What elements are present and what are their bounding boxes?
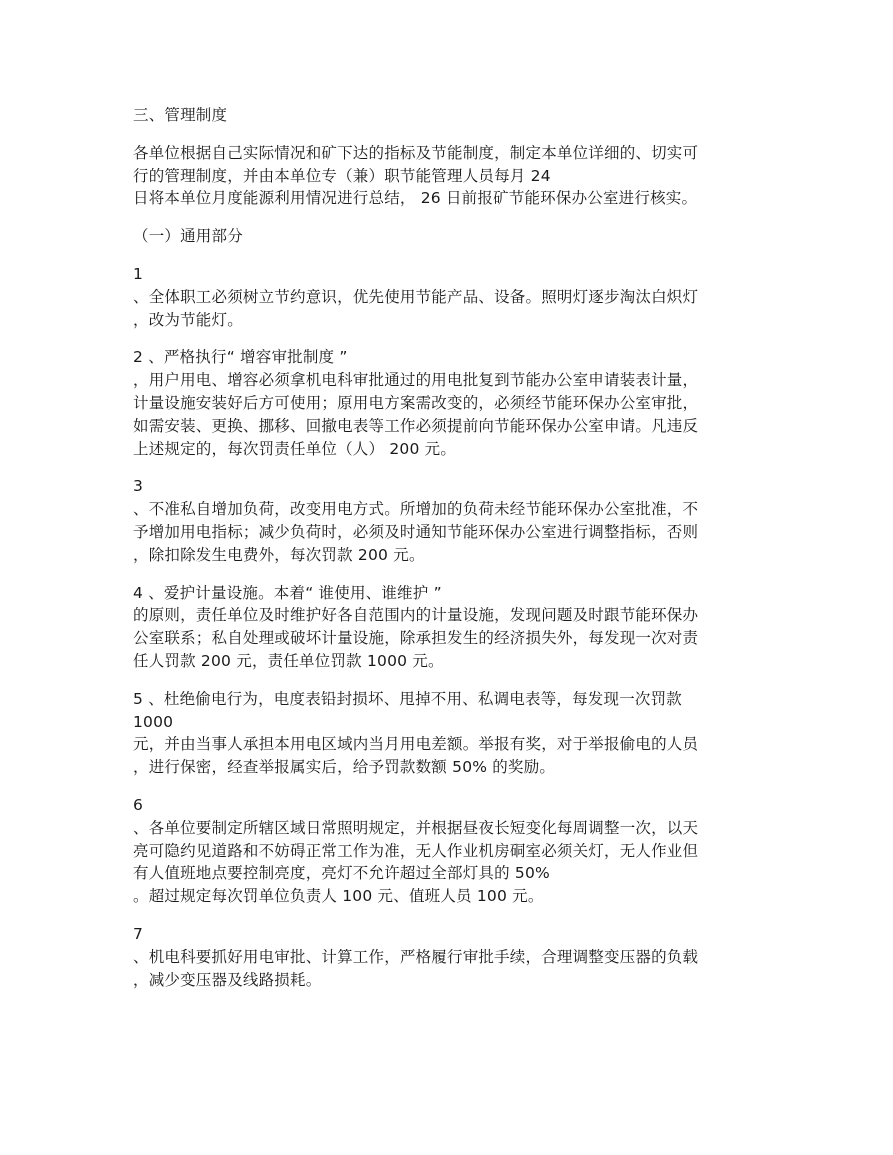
intro-line: 日将本单位月度能源利用情况进行总结， 26 日前报矿节能环保办公室进行核实。 [133,189,698,208]
rule-line: 公室联系；私自处理或破坏计量设施，除承担发生的经济损失外，每发现一次对责 [133,629,699,648]
rule-line: 任人罚款 200 元，责任单位罚款 1000 元。 [133,651,444,670]
rule-line: ，减少变压器及线路损耗。 [133,970,322,989]
rule-line: ，进行保密，经查举报属实后，给予罚款数额 50% 的奖励。 [133,758,556,777]
section-heading: 三、管理制度 [133,106,228,124]
rule-line: 、各单位要制定所辖区域日常照明规定，并根据昼夜长短变化每周调整一次，以天 [133,818,699,837]
rule-item-4 [133,582,773,673]
rule-item-6 [133,794,773,908]
rule-item-7 [133,923,773,991]
rule-line: ，改为节能灯。 [133,310,243,329]
rule-line: 2 、严格执行“ 增容审批制度 ” [133,348,348,367]
rule-line: 7 [133,924,144,943]
rule-line: 计量设施安装好后方可使用；原用电方案需改变的，必须经节能环保办公室审批， [133,393,699,412]
rule-line: 、机电科要抓好用电审批、计算工作，严格履行审批手续，合理调整变压器的负载 [133,947,699,966]
subheading-block [133,225,773,248]
document-body [133,104,773,1006]
rule-line: 、全体职工必须树立节约意识，优先使用节能产品、设备。照明灯逐步淘汰白炽灯 [133,287,699,306]
rule-line: 的原则，责任单位及时维护好各自范围内的计量设施，发现问题及时跟节能环保办 [133,606,699,625]
rule-line: 5 、杜绝偷电行为，电度表铅封损坏、甩掉不用、私调电表等，每发现一次罚款 [133,689,682,708]
rule-line: 予增加用电指标；减少负荷时，必须及时通知节能环保办公室进行调整指标，否则 [133,522,699,541]
rule-line: 1000 [133,712,174,731]
subheading: （一）通用部分 [133,227,243,246]
rule-line: 亮可隐约见道路和不妨碍正常工作为准，无人作业机房硐室必须关灯，无人作业但 [133,841,699,860]
rule-line: 、不准私自增加负荷，改变用电方式。所增加的负荷未经节能环保办公室批准，不 [133,500,699,519]
rule-line: 3 [133,477,144,496]
section-heading-block [133,104,773,127]
rule-line: ，用户用电、增容必须拿机电科审批通过的用电批复到节能办公室申请装表计量， [133,371,699,390]
rule-line: 4 、爱护计量设施。本着“ 谁使用、谁维护 ” [133,583,442,602]
intro-line: 行的管理制度，并由本单位专（兼）职节能管理人员每月 24 [133,166,551,185]
rule-line: 如需安装、更换、挪移、回撤电表等工作必须提前向节能环保办公室申请。凡违反 [133,416,699,435]
intro-paragraph [133,142,773,210]
rule-line: 有人值班地点要控制亮度，亮灯不允许超过全部灯具的 50% [133,864,550,883]
intro-line: 各单位根据自己实际情况和矿下达的指标及节能制度，制定本单位详细的、切实可 [133,143,699,162]
rule-item-1 [133,263,773,331]
rule-line: 1 [133,264,144,283]
rule-item-5 [133,688,773,779]
rule-line: 元，并由当事人承担本用电区域内当月用电差额。举报有奖，对于举报偷电的人员 [133,735,699,754]
rule-item-2 [133,346,773,460]
rule-item-3 [133,475,773,566]
rule-line: 上述规定的，每次罚责任单位（人） 200 元。 [133,439,457,458]
rule-line: 。超过规定每次罚单位负责人 100 元、值班人员 100 元。 [133,887,544,906]
rule-line: 6 [133,795,144,814]
rule-line: ，除扣除发生电费外，每次罚款 200 元。 [133,545,425,564]
